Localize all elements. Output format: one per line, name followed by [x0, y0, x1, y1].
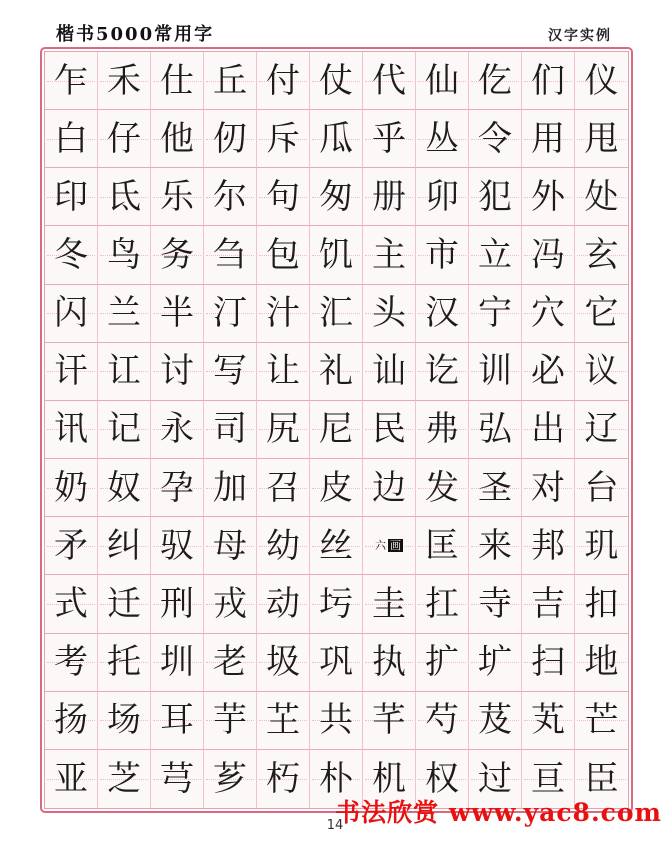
- calligraphy-character: 老: [213, 642, 247, 683]
- grid-cell: [45, 168, 98, 226]
- calligraphy-character: 圳: [160, 642, 194, 683]
- grid-cell: [45, 401, 98, 459]
- calligraphy-character: 务: [160, 235, 194, 276]
- calligraphy-character: 司: [213, 409, 247, 450]
- calligraphy-character: 朴: [319, 758, 353, 799]
- grid-cell: [522, 285, 575, 343]
- calligraphy-character: 芗: [213, 758, 247, 799]
- grid-cell: [257, 750, 310, 808]
- grid-cell: [575, 692, 628, 750]
- calligraphy-character: 芎: [160, 758, 194, 799]
- calligraphy-character: 尻: [266, 409, 300, 450]
- grid-cell: [45, 575, 98, 633]
- calligraphy-character: 代: [372, 60, 406, 101]
- grid-cell: [522, 52, 575, 110]
- grid-cell: [363, 52, 416, 110]
- grid-cell: [98, 517, 151, 575]
- marker-boxed: 画: [390, 539, 401, 553]
- grid-cell: [45, 692, 98, 750]
- calligraphy-character: 吉: [531, 583, 565, 624]
- calligraphy-character: 冬: [54, 235, 88, 276]
- grid-cell: [575, 285, 628, 343]
- calligraphy-character: 训: [478, 351, 512, 392]
- grid-cell: [416, 226, 469, 284]
- calligraphy-character: 匆: [319, 176, 353, 217]
- grid-cell: [522, 110, 575, 168]
- grid-cell: [257, 285, 310, 343]
- calligraphy-character: 付: [266, 60, 300, 101]
- grid-cell: [98, 575, 151, 633]
- grid-cell: [416, 343, 469, 401]
- calligraphy-character: 让: [266, 351, 300, 392]
- grid-cell: [310, 517, 363, 575]
- calligraphy-character: 半: [160, 293, 194, 334]
- grid-cell: [469, 692, 522, 750]
- calligraphy-character: 芋: [213, 700, 247, 741]
- grid-cell: [257, 692, 310, 750]
- marker-prefix: 六: [375, 539, 386, 553]
- grid-cell: [151, 575, 204, 633]
- calligraphy-character: 永: [160, 409, 194, 450]
- calligraphy-character: 对: [531, 467, 565, 508]
- grid-cell: [522, 459, 575, 517]
- grid-cell: [45, 750, 98, 808]
- calligraphy-character: 立: [478, 235, 512, 276]
- calligraphy-character: 亘: [531, 758, 565, 799]
- calligraphy-character: 动: [266, 583, 300, 624]
- grid-cell: [575, 343, 628, 401]
- calligraphy-character: 迁: [107, 583, 141, 624]
- grid-cell: [98, 750, 151, 808]
- grid-cell: [257, 401, 310, 459]
- grid-cell: [310, 634, 363, 692]
- grid-cell: [310, 168, 363, 226]
- calligraphy-character: 尼: [319, 409, 353, 450]
- grid-cell: [575, 168, 628, 226]
- calligraphy-character: 令: [478, 118, 512, 159]
- calligraphy-character: 仙: [425, 60, 459, 101]
- grid-cell: [204, 168, 257, 226]
- grid-cell: [363, 285, 416, 343]
- grid-cell: [98, 285, 151, 343]
- grid-cell: [469, 226, 522, 284]
- grid-cell: [469, 343, 522, 401]
- stroke-count-section-marker: [375, 539, 403, 552]
- page-number: 14: [326, 818, 344, 833]
- grid-cell: [98, 168, 151, 226]
- calligraphy-character: 圣: [478, 467, 512, 508]
- calligraphy-character: 托: [107, 642, 141, 683]
- calligraphy-character: 奴: [107, 467, 141, 508]
- grid-cell: [151, 634, 204, 692]
- calligraphy-character: 汁: [266, 293, 300, 334]
- grid-cell: [45, 459, 98, 517]
- grid-cell: [257, 343, 310, 401]
- calligraphy-character: 丛: [425, 118, 459, 159]
- calligraphy-character: 仔: [107, 118, 141, 159]
- calligraphy-character: 皮: [319, 467, 353, 508]
- calligraphy-character: 仗: [319, 60, 353, 101]
- calligraphy-character: 主: [372, 235, 406, 276]
- calligraphy-character: 尔: [213, 176, 247, 217]
- grid-cell: [45, 285, 98, 343]
- grid-cell: [204, 343, 257, 401]
- calligraphy-character: 出: [531, 409, 565, 450]
- grid-cell: [204, 634, 257, 692]
- calligraphy-character: 地: [584, 642, 619, 683]
- calligraphy-character: 外: [531, 176, 565, 217]
- grid-cell: [363, 110, 416, 168]
- grid-cell: [363, 692, 416, 750]
- grid-cell: [469, 110, 522, 168]
- grid-cell: [204, 52, 257, 110]
- grid-cell: [151, 401, 204, 459]
- calligraphy-character: 记: [107, 409, 141, 450]
- calligraphy-character: 仪: [584, 60, 619, 101]
- grid-cell: [151, 692, 204, 750]
- grid-cell: [575, 52, 628, 110]
- calligraphy-character: 匡: [425, 525, 459, 566]
- grid-cell: [575, 459, 628, 517]
- calligraphy-character: 巩: [319, 642, 353, 683]
- calligraphy-character: 禾: [107, 60, 141, 101]
- calligraphy-character: 汉: [425, 293, 459, 334]
- calligraphy-character: 斥: [266, 118, 300, 159]
- grid-cell: [469, 285, 522, 343]
- calligraphy-character: 讧: [107, 351, 141, 392]
- calligraphy-character: 场: [107, 700, 141, 741]
- calligraphy-character: 权: [425, 758, 459, 799]
- grid-frame: [40, 47, 633, 813]
- calligraphy-character: 宁: [478, 293, 512, 334]
- grid-cell: [522, 575, 575, 633]
- grid-cell: [257, 575, 310, 633]
- calligraphy-character: 讯: [54, 409, 88, 450]
- grid-cell: [522, 692, 575, 750]
- calligraphy-character: 他: [160, 118, 194, 159]
- calligraphy-character: 讪: [372, 351, 406, 392]
- calligraphy-character: 市: [425, 235, 459, 276]
- calligraphy-character: 芍: [425, 700, 459, 741]
- calligraphy-character: 加: [213, 467, 247, 508]
- grid-cell: [310, 575, 363, 633]
- grid-cell: [98, 692, 151, 750]
- grid-cell: [204, 110, 257, 168]
- calligraphy-character: 穴: [531, 293, 565, 334]
- calligraphy-character: 它: [584, 293, 619, 334]
- calligraphy-character: 写: [213, 351, 247, 392]
- calligraphy-character: 圭: [372, 583, 406, 624]
- calligraphy-character: 犯: [478, 176, 512, 217]
- grid-cell: [575, 226, 628, 284]
- grid-cell: [257, 110, 310, 168]
- calligraphy-character: 丝: [319, 525, 353, 566]
- grid-cell: [257, 517, 310, 575]
- grid-cell: [416, 517, 469, 575]
- calligraphy-character: 台: [584, 467, 619, 508]
- calligraphy-character: 孕: [160, 467, 194, 508]
- calligraphy-character: 处: [584, 176, 619, 217]
- grid-cell: [522, 168, 575, 226]
- calligraphy-character: 亚: [54, 758, 88, 799]
- calligraphy-character: 芊: [372, 700, 406, 741]
- grid-cell: [363, 459, 416, 517]
- calligraphy-character: 册: [372, 176, 406, 217]
- grid-cell: [575, 575, 628, 633]
- calligraphy-character: 议: [584, 351, 619, 392]
- grid-cell: [575, 634, 628, 692]
- grid-cell: [416, 110, 469, 168]
- calligraphy-character: 寺: [478, 583, 512, 624]
- calligraphy-character: 扛: [425, 583, 459, 624]
- grid-cell: [575, 110, 628, 168]
- calligraphy-character: 玄: [584, 235, 619, 276]
- calligraphy-character: 刑: [160, 583, 194, 624]
- calligraphy-character: 幼: [266, 525, 300, 566]
- calligraphy-character: 考: [54, 642, 88, 683]
- calligraphy-character: 戎: [213, 583, 247, 624]
- calligraphy-character: 式: [54, 583, 88, 624]
- calligraphy-character: 包: [266, 235, 300, 276]
- calligraphy-character: 乐: [160, 176, 194, 217]
- grid-cell: [204, 226, 257, 284]
- grid-cell: [469, 459, 522, 517]
- calligraphy-character: 芨: [478, 700, 512, 741]
- page-subtitle: 汉字实例: [548, 28, 612, 44]
- grid-cell: [151, 226, 204, 284]
- grid-cell: [45, 110, 98, 168]
- grid-cell: [416, 575, 469, 633]
- grid-cell: [204, 517, 257, 575]
- grid-cell: [469, 634, 522, 692]
- character-grid: [44, 51, 629, 809]
- grid-cell: [204, 750, 257, 808]
- grid-cell: [416, 52, 469, 110]
- grid-cell: [257, 52, 310, 110]
- grid-cell: [257, 168, 310, 226]
- calligraphy-character: 讨: [160, 351, 194, 392]
- grid-cell: [151, 343, 204, 401]
- grid-cell: [522, 401, 575, 459]
- grid-cell: [310, 226, 363, 284]
- calligraphy-character: 弘: [478, 409, 512, 450]
- calligraphy-character: 仡: [478, 60, 512, 101]
- calligraphy-character: 讫: [425, 351, 459, 392]
- calligraphy-character: 发: [425, 467, 459, 508]
- grid-cell: [310, 110, 363, 168]
- calligraphy-character: 共: [319, 700, 353, 741]
- calligraphy-character: 扩: [425, 642, 459, 683]
- grid-cell: [310, 401, 363, 459]
- calligraphy-character: 印: [54, 176, 88, 217]
- grid-cell: [469, 168, 522, 226]
- calligraphy-character: 弗: [425, 409, 459, 450]
- grid-cell: [204, 401, 257, 459]
- calligraphy-character: 必: [531, 351, 565, 392]
- grid-cell: [522, 517, 575, 575]
- grid-cell: [575, 517, 628, 575]
- grid-cell: [204, 575, 257, 633]
- calligraphy-character: 瓜: [319, 118, 353, 159]
- grid-cell: [151, 52, 204, 110]
- calligraphy-character: 执: [372, 642, 406, 683]
- grid-cell: [45, 226, 98, 284]
- grid-cell: [98, 634, 151, 692]
- grid-cell: [204, 459, 257, 517]
- calligraphy-character: 仞: [213, 118, 247, 159]
- calligraphy-character: 冯: [531, 235, 565, 276]
- grid-cell: [416, 634, 469, 692]
- grid-cell: [310, 52, 363, 110]
- calligraphy-character: 们: [531, 60, 565, 101]
- calligraphy-character: 过: [478, 758, 512, 799]
- calligraphy-character: 讦: [54, 351, 88, 392]
- grid-cell: [416, 459, 469, 517]
- grid-cell: [45, 634, 98, 692]
- calligraphy-character: 氐: [107, 176, 141, 217]
- grid-cell: [151, 285, 204, 343]
- calligraphy-character: 扣: [584, 583, 619, 624]
- grid-cell: [310, 285, 363, 343]
- calligraphy-character: 汀: [213, 293, 247, 334]
- calligraphy-character: 邦: [531, 525, 565, 566]
- grid-cell: [363, 634, 416, 692]
- calligraphy-character: 奶: [54, 467, 88, 508]
- grid-cell: [98, 110, 151, 168]
- calligraphy-character: 来: [478, 525, 512, 566]
- calligraphy-character: 芄: [531, 700, 565, 741]
- calligraphy-character: 机: [372, 758, 406, 799]
- calligraphy-character: 矛: [54, 525, 88, 566]
- grid-cell: [45, 52, 98, 110]
- calligraphy-character: 边: [372, 467, 406, 508]
- calligraphy-character: 召: [266, 467, 300, 508]
- calligraphy-character: 芒: [584, 700, 619, 741]
- grid-cell: [98, 401, 151, 459]
- calligraphy-character: 白: [54, 118, 88, 159]
- calligraphy-character: 乍: [54, 60, 88, 101]
- grid-cell: [416, 285, 469, 343]
- grid-cell: [45, 517, 98, 575]
- grid-cell: [522, 343, 575, 401]
- calligraphy-character: 乎: [372, 118, 406, 159]
- calligraphy-character: 耳: [160, 700, 194, 741]
- calligraphy-character: 仕: [160, 60, 194, 101]
- calligraphy-character: 圹: [478, 642, 512, 683]
- calligraphy-character: 民: [372, 409, 406, 450]
- grid-cell: [151, 110, 204, 168]
- calligraphy-character: 闪: [54, 293, 88, 334]
- grid-cell: [310, 459, 363, 517]
- calligraphy-character: 卯: [425, 176, 459, 217]
- grid-cell: [98, 343, 151, 401]
- grid-cell: [310, 343, 363, 401]
- grid-cell: [469, 52, 522, 110]
- calligraphy-character: 芏: [266, 700, 300, 741]
- grid-cell: [257, 634, 310, 692]
- grid-cell: [98, 459, 151, 517]
- calligraphy-character: 朽: [266, 758, 300, 799]
- calligraphy-character: 臣: [584, 758, 619, 799]
- calligraphy-character: 圾: [266, 642, 300, 683]
- calligraphy-character: 用: [531, 118, 565, 159]
- calligraphy-character: 甩: [584, 118, 619, 159]
- grid-cell: [363, 343, 416, 401]
- calligraphy-character: 汇: [319, 293, 353, 334]
- grid-cell: [310, 692, 363, 750]
- calligraphy-character: 辽: [584, 409, 619, 450]
- calligraphy-character: 扬: [54, 700, 88, 741]
- grid-cell: [45, 343, 98, 401]
- grid-cell: [416, 168, 469, 226]
- grid-cell: [416, 401, 469, 459]
- grid-cell: [522, 634, 575, 692]
- grid-cell: [363, 517, 416, 575]
- calligraphy-character: 礼: [319, 351, 353, 392]
- page-title: 楷书5000常用字: [56, 24, 215, 45]
- grid-cell: [522, 226, 575, 284]
- calligraphy-character: 驭: [160, 525, 194, 566]
- calligraphy-character: 芝: [107, 758, 141, 799]
- calligraphy-character: 圬: [319, 583, 353, 624]
- grid-cell: [469, 401, 522, 459]
- calligraphy-character: 头: [372, 293, 406, 334]
- grid-cell: [469, 575, 522, 633]
- calligraphy-character: 刍: [213, 235, 247, 276]
- grid-cell: [151, 750, 204, 808]
- grid-cell: [204, 285, 257, 343]
- grid-cell: [151, 168, 204, 226]
- grid-cell: [151, 459, 204, 517]
- grid-cell: [469, 517, 522, 575]
- calligraphy-character: 纠: [107, 525, 141, 566]
- grid-cell: [363, 575, 416, 633]
- watermark-text: 书法欣赏 www.yac8.com: [335, 798, 662, 827]
- grid-cell: [204, 692, 257, 750]
- calligraphy-character: 兰: [107, 293, 141, 334]
- grid-cell: [363, 401, 416, 459]
- calligraphy-character: 句: [266, 176, 300, 217]
- grid-cell: [257, 459, 310, 517]
- calligraphy-character: 扫: [531, 642, 565, 683]
- grid-cell: [363, 168, 416, 226]
- grid-cell: [98, 52, 151, 110]
- grid-cell: [363, 226, 416, 284]
- calligraphy-character: 鸟: [107, 235, 141, 276]
- calligraphy-character: 母: [213, 525, 247, 566]
- grid-cell: [151, 517, 204, 575]
- grid-cell: [575, 401, 628, 459]
- grid-cell: [257, 226, 310, 284]
- calligraphy-character: 丘: [213, 60, 247, 101]
- grid-cell: [98, 226, 151, 284]
- grid-cell: [416, 692, 469, 750]
- calligraphy-character: 饥: [319, 235, 353, 276]
- calligraphy-character: 玑: [584, 525, 619, 566]
